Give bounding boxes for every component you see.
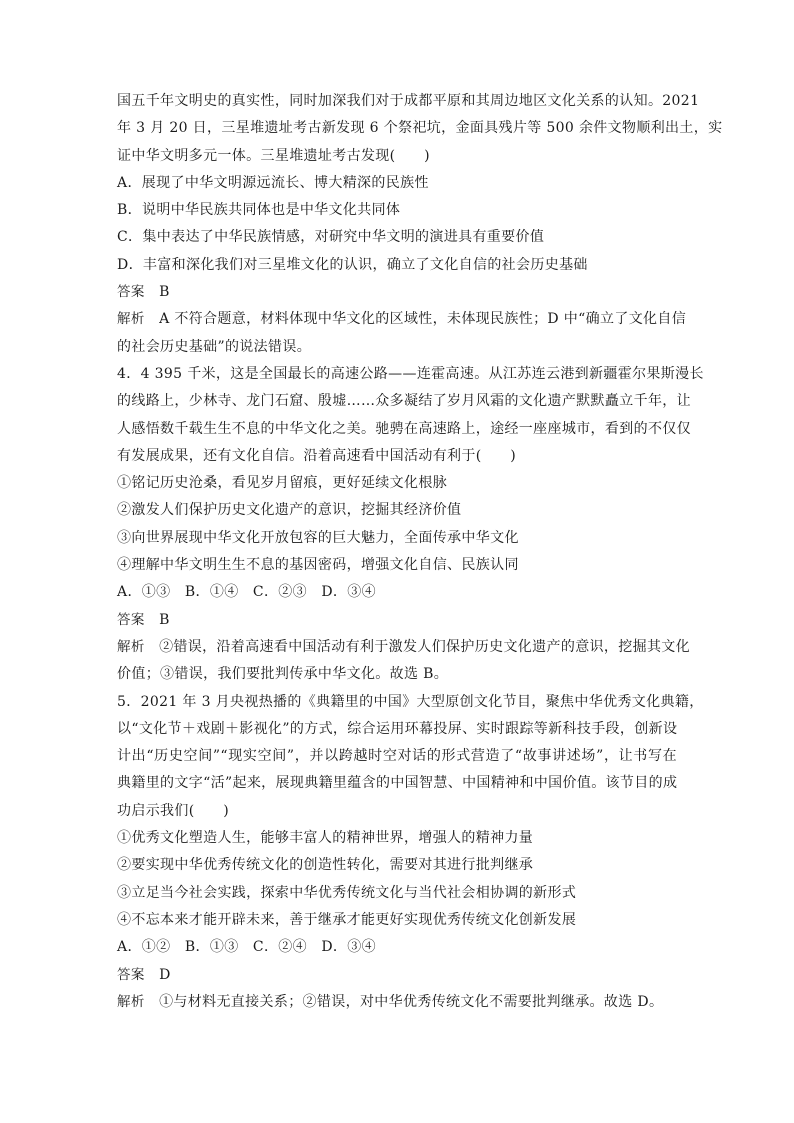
q4-choices: A．①③ B．①④ C．②③ D．③④ (117, 584, 376, 601)
q4-analysis-line-2: 价值；③错误，我们要批判传承中华文化。故选 B。 (117, 666, 449, 683)
q5-item-3: ③立足当今社会实践，探索中华优秀传统文化与当代社会相协调的新形式 (117, 884, 577, 901)
q5-item-4: ④不忘本来才能开辟未来，善于继承才能更好实现优秀传统文化创新发展 (117, 911, 577, 928)
q4-stem-line-1: 4．4 395 千米，这是全国最长的高速公路——连霍高速。从江苏连云港到新疆霍尔果斯漫长 (117, 365, 704, 382)
q4-item-2: ②激发人们保护历史文化遗产的意识，挖掘其经济价值 (117, 502, 462, 519)
q4-stem-line-4: 有发展成果，还有文化自信。沿着高速看中国活动有利于( ) (117, 447, 517, 464)
q5-stem-line-3: 计出“历史空间”“现实空间”，并以跨越时空对话的形式营造了“故事讲述场”，让书写在 (117, 748, 677, 765)
answer-value: B (159, 611, 170, 628)
answer-label: 答案 (117, 966, 145, 983)
q5-stem-line-4: 典籍里的文字“活”起来，展现典籍里蕴含的中国智慧、中国精神和中国价值。该节目的成 (117, 775, 678, 792)
analysis-text: ②错误，沿着高速看中国活动有利于激发人们保护历史文化遗产的意识，挖掘其文化 (159, 638, 691, 655)
q4-stem-line-2: 的线路上，少林寺、龙门石窟、殷墟……众多凝结了岁月风霜的文化遗产默默矗立千年，让 (117, 393, 691, 410)
q5-stem-line-5: 功启示我们( ) (117, 802, 230, 819)
answer-label: 答案 (117, 611, 145, 628)
q3-stem-line-1: 国五千年文明史的真实性，同时加深我们对于成都平原和其周边地区文化关系的认知。2021 (117, 93, 700, 109)
q5-answer (117, 962, 677, 989)
analysis-text: A 不符合题意，材料体现中华文化的区域性，未体现民族性；D 中“确立了文化自信 (159, 311, 687, 328)
analysis-label: 解析 (117, 638, 145, 655)
answer-value: B (159, 284, 170, 301)
answer-value: D (159, 966, 171, 983)
q3-stem-line-2: 年 3 月 20 日，三星堆遗址考古新发现 6 个祭祀坑，金面具残片等 500 余件文物顺利出土，实 (117, 120, 723, 137)
q3-option-b: B．说明中华民族共同体也是中华文化共同体 (117, 202, 401, 219)
analysis-label: 解析 (117, 993, 145, 1010)
q4-answer (117, 607, 677, 634)
q4-item-3: ③向世界展现中华文化开放包容的巨大魅力，全面传承中华文化 (117, 529, 519, 546)
q3-answer (117, 279, 677, 306)
q3-analysis-line-1 (117, 306, 687, 333)
q5-item-1: ①优秀文化塑造人生，能够丰富人的精神世界，增强人的精神力量 (117, 830, 534, 847)
answer-label: 答案 (117, 284, 145, 301)
q4-item-4: ④理解中华文明生生不息的基因密码，增强文化自信、民族认同 (117, 557, 519, 574)
document-page (117, 88, 723, 1016)
q3-analysis-line-2: 的社会历史基础”的说法错误。 (117, 338, 312, 355)
q5-analysis-line-1 (117, 989, 677, 1016)
q3-option-d: D．丰富和深化我们对三星堆文化的认识，确立了文化自信的社会历史基础 (117, 256, 588, 273)
q5-stem-line-2: 以“文化节＋戏剧＋影视化”的方式，综合运用环幕投屏、实时跟踪等新科技手段，创新设 (117, 720, 678, 737)
q5-choices: A．①② B．①③ C．②④ D．③④ (117, 939, 376, 956)
q3-option-a: A．展现了中华文明源远流长、博大精深的民族性 (117, 174, 429, 191)
q4-stem-line-3: 人感悟数千载生生不息的中华文化之美。驰骋在高速路上，途经一座座城市，看到的不仅仅 (117, 420, 691, 437)
analysis-text: ①与材料无直接关系；②错误，对中华优秀传统文化不需要批判继承。故选 D。 (159, 993, 664, 1010)
q5-item-2: ②要实现中华优秀传统文化的创造性转化，需要对其进行批判继承 (117, 857, 534, 874)
q4-item-1: ①铭记历史沧桑，看见岁月留痕，更好延续文化根脉 (117, 475, 448, 492)
q3-stem-line-3: 证中华文明多元一体。三星堆遗址考古发现( ) (117, 147, 430, 164)
q5-stem-line-1: 5．2021 年 3 月央视热播的《典籍里的中国》大型原创文化节目，聚焦中华优秀文化典籍， (117, 693, 704, 710)
analysis-label: 解析 (117, 311, 145, 328)
q3-option-c: C．集中表达了中华民族情感，对研究中华文明的演进具有重要价值 (117, 229, 545, 246)
q4-analysis-line-1 (117, 634, 691, 661)
